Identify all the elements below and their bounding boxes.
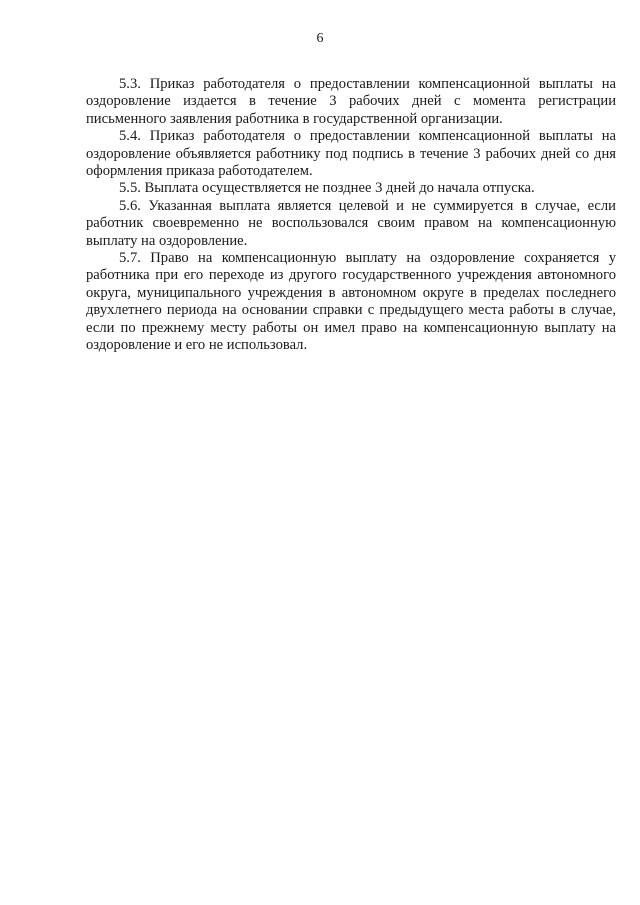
paragraph-5-3: 5.3. Приказ работодателя о предоставлении компенсационной выплаты на оздоровление издается в течение 3 рабочих дней с момента регистрации письменного заявления работника в государственной организации. (86, 76, 616, 127)
paragraph-5-5: 5.5. Выплата осуществляется не позднее 3 дней до начала отпуска. (119, 180, 535, 197)
page-number: 6 (316, 31, 324, 46)
paragraph-5-7: 5.7. Право на компенсационную выплату на оздоровление сохраняется у работника при его переходе из другого государственного учреждения автономного округа, муниципального учреждения в автономном округе в пределах последнего двухлетнего периода на основании справки с предыдущего места работы в случае, если по прежнему месту работы он имел право на компенсационную выплату на оздоровление и его не использовал. (86, 250, 616, 354)
document-body (86, 76, 616, 355)
paragraph-5-4: 5.4. Приказ работодателя о предоставлении компенсационной выплаты на оздоровление объявляется работнику под подпись в течение 3 рабочих дней со дня оформления приказа работодателем. (86, 128, 616, 180)
paragraph-5-6: 5.6. Указанная выплата является целевой и не суммируется в случае, если работник своевременно не воспользовался своим правом на компенсационную выплату на оздоровление. (86, 197, 616, 249)
